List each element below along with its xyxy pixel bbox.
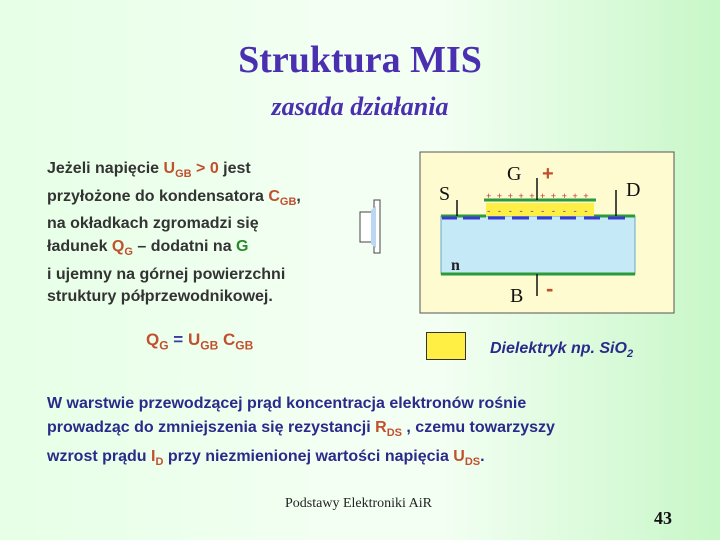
gate-label: G	[507, 163, 522, 185]
drain-label: D	[626, 179, 641, 201]
para-line-3: na okładkach zgromadzi się	[47, 215, 259, 233]
bulk-label: B	[510, 285, 524, 307]
gate-charge-row: + + + + + + + + + +	[486, 192, 589, 202]
semiconductor-body	[441, 216, 635, 274]
conclusion-line-2: prowadząc do zmniejszenia się rezystancji $R_{DS}$ , czemu towarzyszy	[47, 419, 555, 440]
surface-charge-row: - - - - - - - - - -	[486, 207, 589, 217]
para-line-1: Jeżeli napięcie $U_{GB} > 0$ jest	[47, 160, 251, 181]
para-line-2: przyłożone do kondensatora $C_{GB}$,	[47, 187, 301, 208]
footer-text: Podstawy Elektroniki AiR	[285, 496, 432, 511]
n-type-label: n	[451, 257, 460, 274]
dielectric-legend-swatch	[426, 332, 466, 360]
para-line-6: struktury półprzewodnikowej.	[47, 288, 273, 306]
slide-subtitle: zasada działania	[271, 92, 449, 121]
conclusion-line-3: wzrost prądu $I_D$ przy niezmienionej wartości napięcia $U_{DS}$.	[47, 448, 485, 469]
bulk-polarity: -	[546, 276, 554, 301]
para-line-5: i ujemny na górnej powierzchni	[47, 265, 286, 283]
conclusion-line-1: W warstwie przewodzącej prąd koncentracja elektronów rośnie	[47, 395, 527, 412]
slide-title: Struktura MIS	[238, 39, 482, 81]
source-label: S	[439, 183, 451, 205]
page-number: 43	[654, 508, 672, 528]
conclusion-paragraph	[47, 392, 667, 474]
charge-formula: $Q_G = U_{GB}$ $C_{GB}$	[146, 330, 254, 353]
gate-polarity: +	[542, 163, 554, 185]
para-line-4: ładunek $Q_G$ – dodatni na G	[47, 237, 249, 259]
right-arrow-icon	[360, 200, 380, 253]
dielectric-legend-label: Dielektryk np. SiO$_2$	[490, 340, 634, 361]
